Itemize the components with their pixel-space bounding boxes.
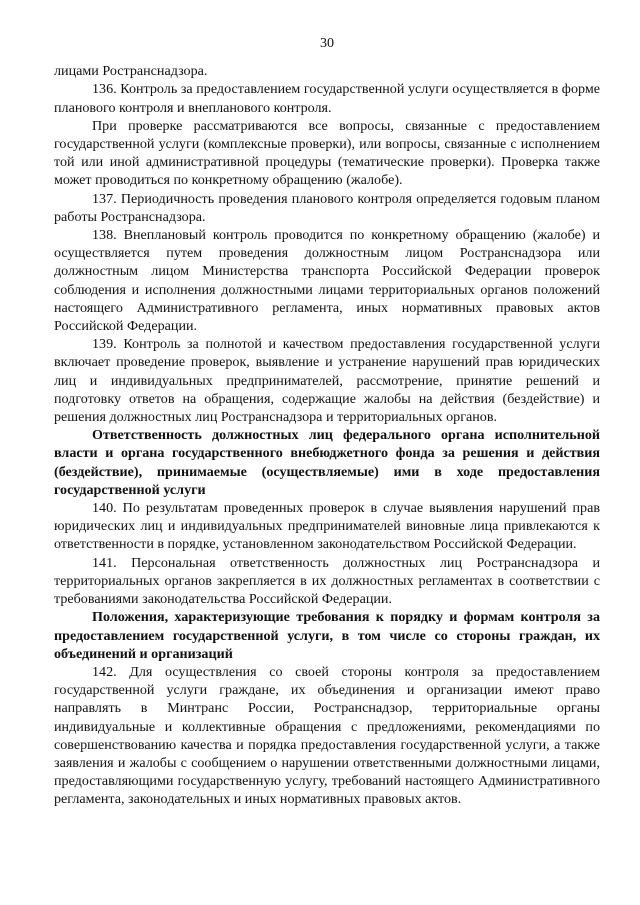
paragraph-continuation: лицами Ространснадзора. xyxy=(54,63,208,80)
section-heading-responsibility: Ответственность должностных лиц федерального органа исполнительной власти и органа государственного внебюджетного фонда за решения и действия (бездействие), принимаемые (осуществляемые) ими в ходе предоставления государственной услуги xyxy=(54,427,600,498)
paragraph-137: 137. Периодичность проведения планового контроля определяется годовым планом работы Ространснадзора. xyxy=(54,190,600,225)
paragraph-140: 140. По результатам проведенных проверок в случае выявления нарушений прав юридических лиц и индивидуальных предпринимателей виновные лица привлекаются к ответственности в порядке, установленном законодательством Российской Федерации. xyxy=(54,500,600,553)
paragraph-139: 139. Контроль за полнотой и качеством предоставления государственной услуги включает проведение проверок, выявление и устранение нарушений прав юридических лиц и индивидуальных предпринимателей, рассмотрение, принятие решений и подготовку ответов на обращения, содержащие жалобы на действия (бездействие) и решения должностных лиц Ространснадзора и территориальных органов. xyxy=(54,336,600,426)
paragraph-136: 136. Контроль за предоставлением государственной услуги осуществляется в форме планового контроля и внепланового контроля. xyxy=(54,81,600,116)
paragraph-141: 141. Персональная ответственность должностных лиц Ространснадзора и территориальных органов закрепляется в их должностных регламентах в соответствии с требованиями законодательства Российской Федерации. xyxy=(54,554,600,608)
paragraph-138: 138. Внеплановый контроль проводится по конкретному обращению (жалобе) и осуществляется путем проведения должностным лицом Ространснадзора или должностным лицом Министерства транспорта Российской Федерации проверок соблюдения и исполнения должностными лицами территориальных органов положений настоящего Административного регламента, иных нормативных правовых актов Российской Федерации. xyxy=(54,227,600,335)
paragraph-142: 142. Для осуществления со своей стороны контроля за предоставлением государственной услуги граждане, их объединения и организации имеют право направлять в Минтранс России, Ространснадзор, территориальные органы индивидуальные и коллективные обращения с предложениями, рекомендациями по совершенствованию качества и порядка предоставления государственной услуги, а также заявления и жалобы с сообщением о нарушении ответственными должностными лицами, предоставляющими государственную услугу, требований настоящего Административного регламента, законодательных и иных нормативных правовых актов. xyxy=(54,663,600,808)
paragraph-checks: При проверке рассматриваются все вопросы, связанные с предоставлением государственной услуги (комплексные проверки), или вопросы, связанные с исполнением той или иной административной процедуры (тематические проверки). Проверка также может проводиться по конкретному обращению (жалобе). xyxy=(54,117,600,189)
section-heading-control-requirements: Положения, характеризующие требования к порядку и формам контроля за предоставлением государственной услуги, в том числе со стороны граждан, их объединений и организаций xyxy=(54,609,600,662)
page-number: 30 xyxy=(319,35,335,51)
